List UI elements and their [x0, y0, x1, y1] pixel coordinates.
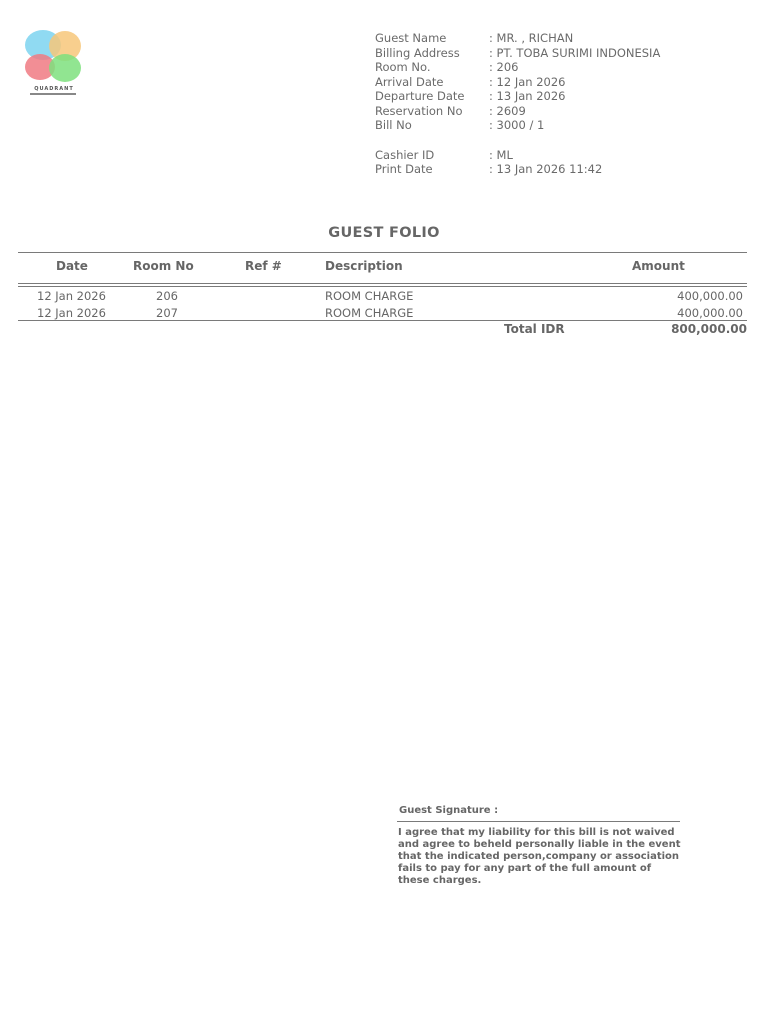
guest-info-row [375, 60, 660, 75]
logo-underline [30, 93, 76, 95]
row-room: 206 [156, 289, 178, 303]
cashier-info-row [375, 148, 660, 163]
info-value: : 13 Jan 2026 11:42 [489, 162, 603, 176]
guest-info-row [375, 31, 660, 46]
cashier-info-row [375, 162, 660, 177]
table-top-rule [18, 252, 747, 253]
info-spacer [375, 133, 660, 148]
info-label: Cashier ID [375, 147, 435, 162]
header-date: Date [56, 259, 88, 273]
row-room: 207 [156, 306, 178, 320]
info-value: : 2609 [489, 103, 526, 118]
folio-title: GUEST FOLIO [328, 225, 440, 241]
logo-caption: QUADRANT [34, 86, 74, 92]
info-value: : 12 Jan 2026 [489, 74, 566, 89]
info-value: : 206 [489, 60, 519, 74]
info-value: : 3000 / 1 [489, 118, 545, 132]
header-description: Description [325, 259, 403, 273]
info-label: Guest Name [375, 31, 447, 45]
info-value: : MR. , RICHAN [489, 31, 574, 45]
info-value: : PT. TOBA SURIMI INDONESIA [489, 45, 661, 60]
row-description: ROOM CHARGE [325, 289, 414, 303]
total-amount: 800,000.00 [671, 322, 747, 336]
header-amount: Amount [632, 259, 685, 273]
info-value: : ML [489, 147, 513, 162]
guest-info-block [375, 31, 660, 177]
guest-info-row [375, 118, 660, 133]
header-ref: Ref # [245, 259, 282, 273]
header-room-no: Room No [133, 259, 194, 273]
info-label: Print Date [375, 162, 433, 176]
row-date: 12 Jan 2026 [37, 306, 106, 320]
liability-disclaimer: I agree that my liability for this bill is not waived and agree to beheld personally liable in the event that the indicated person,company or association fails to pay for any part of the full amount of these charges. [398, 827, 681, 886]
table-bottom-rule [18, 320, 747, 321]
info-value: : 13 Jan 2026 [489, 89, 566, 103]
guest-info-row [375, 75, 660, 90]
guest-info-row [375, 89, 660, 104]
info-label: Billing Address [375, 45, 460, 60]
info-label: Arrival Date [375, 74, 444, 89]
info-label: Reservation No [375, 103, 463, 118]
total-label: Total IDR [504, 322, 565, 336]
row-description: ROOM CHARGE [325, 306, 414, 320]
info-label: Bill No [375, 118, 412, 132]
guest-info-row [375, 46, 660, 61]
header-rule-upper [18, 283, 747, 284]
signature-line [397, 821, 680, 822]
guest-info-row [375, 104, 660, 119]
info-label: Departure Date [375, 89, 465, 103]
row-amount: 400,000.00 [677, 306, 743, 320]
header-rule-lower [18, 286, 747, 287]
info-label: Room No. [375, 60, 431, 74]
guest-signature-label: Guest Signature : [399, 805, 499, 816]
row-amount: 400,000.00 [677, 289, 743, 303]
row-date: 12 Jan 2026 [37, 289, 106, 303]
